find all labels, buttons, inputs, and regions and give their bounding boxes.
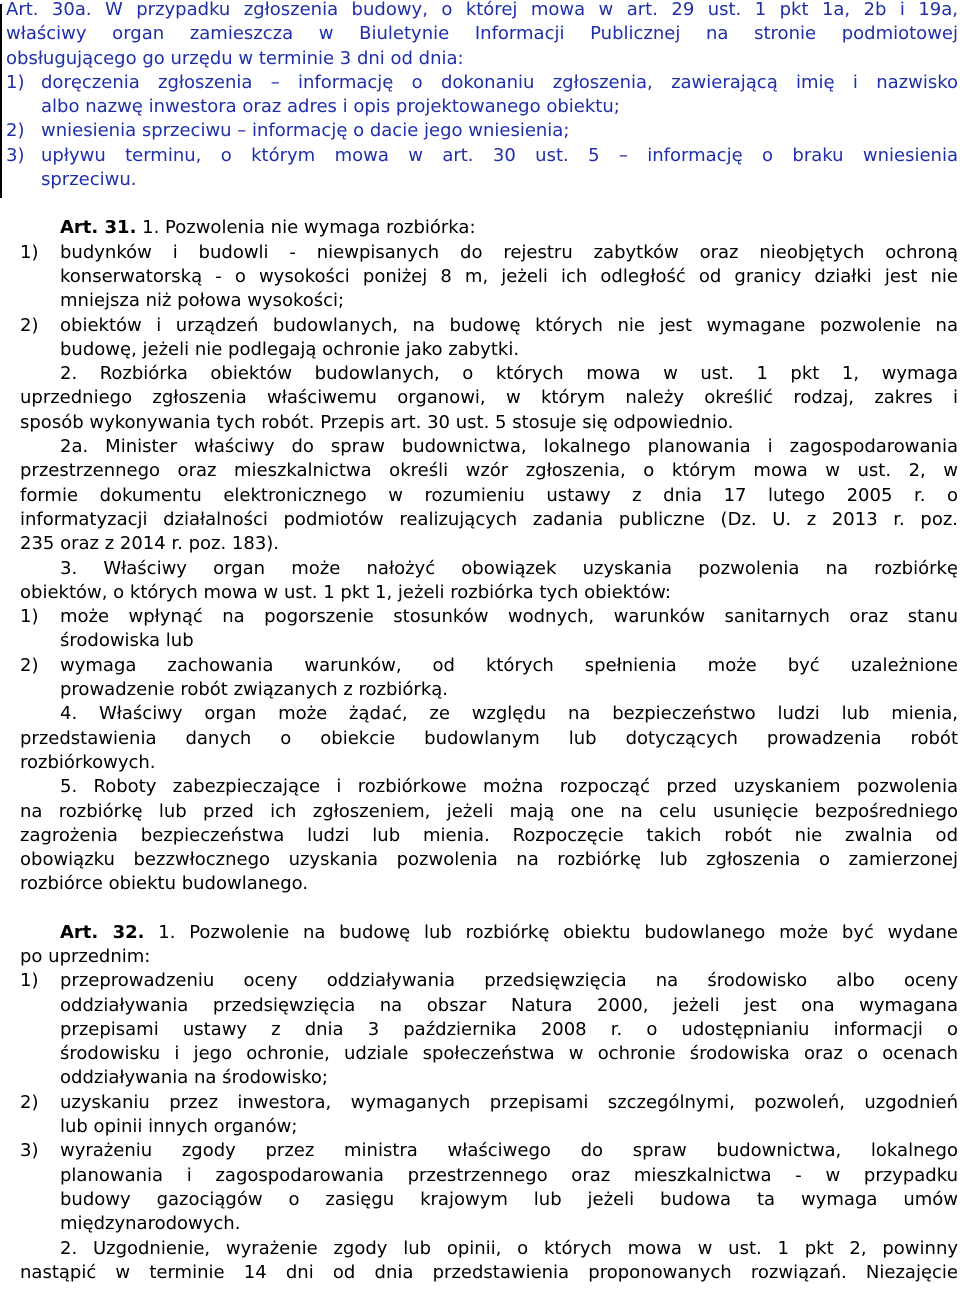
art31-p4-line-3: rozbiórkowych. — [20, 751, 156, 773]
art31-p2-line-1: 2. Rozbiórka obiektów budowlanych, o których mowa w ust. 1 pkt 1, wymaga — [60, 363, 958, 385]
art31-p2a-line-1: 2a. Minister właściwy do spraw budownictwa, lokalnego planowania i zagospodarowania — [60, 436, 958, 458]
art31-p1-intro: 1. Pozwolenia nie wymaga rozbiórka: — [142, 217, 476, 239]
item-line: międzynarodowych. — [60, 1213, 241, 1235]
art31-p3-item-1 — [20, 605, 958, 654]
item-line: planowania i zagospodarowania przestrzennego oraz mieszkalnictwa - w przypadku — [60, 1164, 958, 1186]
item-line: oddziaływania na środowisko; — [60, 1067, 328, 1089]
art31-heading: Art. 31. — [60, 217, 137, 239]
art30a-line-2: właściwy organ zamieszcza w Biuletynie Informacji Publicznej na stronie podmiotowej — [6, 23, 958, 45]
art32-p1-item-1 — [20, 969, 958, 1090]
art31-p2-line-2: uprzedniego zgłoszenia właściwemu organowi, w którym należy określić rodzaj, zakres i — [20, 387, 958, 409]
change-bar — [0, 4, 2, 198]
item-number: 1) — [6, 71, 25, 93]
item-line: konserwatorską - o wysokości poniżej 8 m, jeżeli ich odległość od granicy działki jest nie — [60, 265, 958, 287]
item-number: 1) — [20, 241, 39, 263]
item-line: albo nazwę inwestora oraz adres i opis projektowanego obiektu; — [41, 96, 620, 118]
item-line: przepisami ustawy z dnia 3 października 2008 r. o udostępnianiu informacji o — [60, 1018, 958, 1040]
art31-p5-line-5: rozbiórce obiektu budowlanego. — [20, 873, 309, 895]
art32-intro-line-2: po uprzednim: — [20, 945, 151, 967]
item-number: 2) — [20, 314, 39, 336]
item-line: uzyskaniu przez inwestora, wymaganych przepisami szczególnymi, pozwoleń, uzgodnień — [60, 1091, 958, 1113]
article-30a — [0, 0, 960, 192]
item-line: lub opinii innych organów; — [60, 1116, 298, 1138]
item-line: środowisku i jego ochronie, udziale społeczeństwa w ochronie środowiska oraz o ocenach — [60, 1043, 958, 1065]
item-number: 2) — [6, 120, 25, 142]
item-line: wymaga zachowania warunków, od których spełnienia może być uzależnione — [60, 654, 958, 676]
item-line: upływu terminu, o którym mowa w art. 30 ust. 5 – informację o braku wniesienia — [41, 144, 958, 166]
item-line: może wpłynąć na pogorszenie stosunków wodnych, warunków sanitarnych oraz stanu — [60, 606, 958, 628]
art32-p1-intro: 1. Pozwolenie na budowę lub rozbiórkę obiektu budowlanego może być wydane — [158, 921, 958, 943]
item-line: obiektów i urządzeń budowlanych, na budowę których nie jest wymagane pozwolenie na — [60, 314, 958, 336]
item-number: 3) — [20, 1140, 39, 1162]
item-line: mniejsza niż połowa wysokości; — [60, 290, 345, 312]
item-line: doręczenia zgłoszenia – informację o dokonaniu zgłoszenia, zawierającą imię i nazwisko — [41, 71, 958, 93]
art31-intro — [20, 216, 958, 240]
art31-p3-line-1: 3. Właściwy organ może nałożyć obowiązek uzyskania pozwolenia na rozbiórkę — [60, 557, 958, 579]
art32-p1-item-3 — [20, 1139, 958, 1236]
art30a-line-3: obsługującego go urzędu w terminie 3 dni od dnia: — [6, 47, 464, 69]
art31-p2-line-3: sposób wykonywania tych robót. Przepis art. 30 ust. 5 stosuje się odpowiednio. — [20, 411, 734, 433]
item-line: budowę, jeżeli nie podlegają ochronie jako zabytki. — [60, 338, 520, 360]
art31-p3-item-2 — [20, 654, 958, 703]
item-line: wniesienia sprzeciwu – informację o dacie jego wniesienia; — [41, 120, 570, 142]
art32-heading: Art. 32. — [60, 921, 145, 943]
art31-p5-line-1: 5. Roboty zabezpieczające i rozbiórkowe można rozpocząć przed uzyskaniem pozwolenia — [60, 776, 958, 798]
item-line: oddziaływania przedsięwzięcia na obszar Natura 2000, jeżeli jest ona wymagana — [60, 994, 958, 1016]
article-31 — [0, 216, 960, 896]
art32-p2-line-2: nastąpić w terminie 14 dni od dnia przedstawienia proponowanych rozwiązań. Niezajęcie — [20, 1261, 958, 1283]
art31-p5-line-2: na rozbiórkę lub przed ich zgłoszeniem, jeżeli mają one na celu usunięcie bezpośredniego — [20, 800, 958, 822]
item-line: budowy gazociągów o zasięgu krajowym lub jeżeli budowa ta wymaga umów — [60, 1188, 958, 1210]
art31-p1-item-2 — [20, 314, 958, 363]
item-line: wyrażeniu zgody przez ministra właściwego do spraw budownictwa, lokalnego — [60, 1140, 958, 1162]
art31-p5-line-4: obowiązku bezzwłocznego uzyskania pozwolenia na rozbiórkę lub zgłoszenia o zamierzonej — [20, 849, 958, 871]
item-line: środowiska lub — [60, 630, 194, 652]
item-line: prowadzenie robót związanych z rozbiórką. — [60, 679, 449, 701]
art30a-item-1 — [6, 71, 958, 120]
item-line: sprzeciwu. — [41, 169, 137, 191]
article-32 — [0, 921, 960, 1285]
item-number: 1) — [20, 606, 39, 628]
art31-p3-line-2: obiektów, o których mowa w ust. 1 pkt 1, jeżeli rozbiórka tych obiektów: — [20, 581, 671, 603]
art31-p4-line-1: 4. Właściwy organ może żądać, ze względu na bezpieczeństwo ludzi lub mienia, — [60, 703, 958, 725]
item-line: budynków i budowli - niewpisanych do rejestru zabytków oraz nieobjętych ochroną — [60, 241, 958, 263]
item-line: przeprowadzeniu oceny oddziaływania przedsięwzięcia na środowisko albo oceny — [60, 970, 958, 992]
art32-intro-line-1 — [20, 921, 958, 945]
art32-p1-item-2 — [20, 1091, 958, 1140]
art30a-item-2 — [6, 119, 958, 143]
item-number: 2) — [20, 654, 39, 676]
art32-p2-line-1: 2. Uzgodnienie, wyrażenie zgody lub opinii, o których mowa w ust. 1 pkt 2, powinny — [60, 1237, 958, 1259]
art31-p2a-line-3: formie dokumentu elektronicznego w rozumieniu ustawy z dnia 17 lutego 2005 r. o — [20, 484, 958, 506]
art31-p2a-line-2: przestrzennego oraz mieszkalnictwa określi wzór zgłoszenia, o którym mowa w ust. 2, w — [20, 460, 958, 482]
art31-p2a-line-4: informatyzacji działalności podmiotów realizujących zadania publiczne (Dz. U. z 2013 r. poz. — [20, 508, 958, 530]
art31-p5-line-3: zagrożenia bezpieczeństwa ludzi lub mienia. Rozpoczęcie takich robót nie zwalnia od — [20, 824, 958, 846]
art31-p2a-line-5: 235 oraz z 2014 r. poz. 183). — [20, 533, 280, 555]
item-number: 2) — [20, 1091, 39, 1113]
art31-p1-item-1 — [20, 241, 958, 314]
item-number: 1) — [20, 970, 39, 992]
art30a-line-1: Art. 30a. W przypadku zgłoszenia budowy, o której mowa w art. 29 ust. 1 pkt 1a, 2b i 19a, — [6, 0, 958, 20]
item-number: 3) — [6, 144, 25, 166]
art30a-item-3 — [6, 144, 958, 193]
art31-p4-line-2: przedstawienia danych o obiekcie budowlanym lub dotyczących prowadzenia robót — [20, 727, 958, 749]
